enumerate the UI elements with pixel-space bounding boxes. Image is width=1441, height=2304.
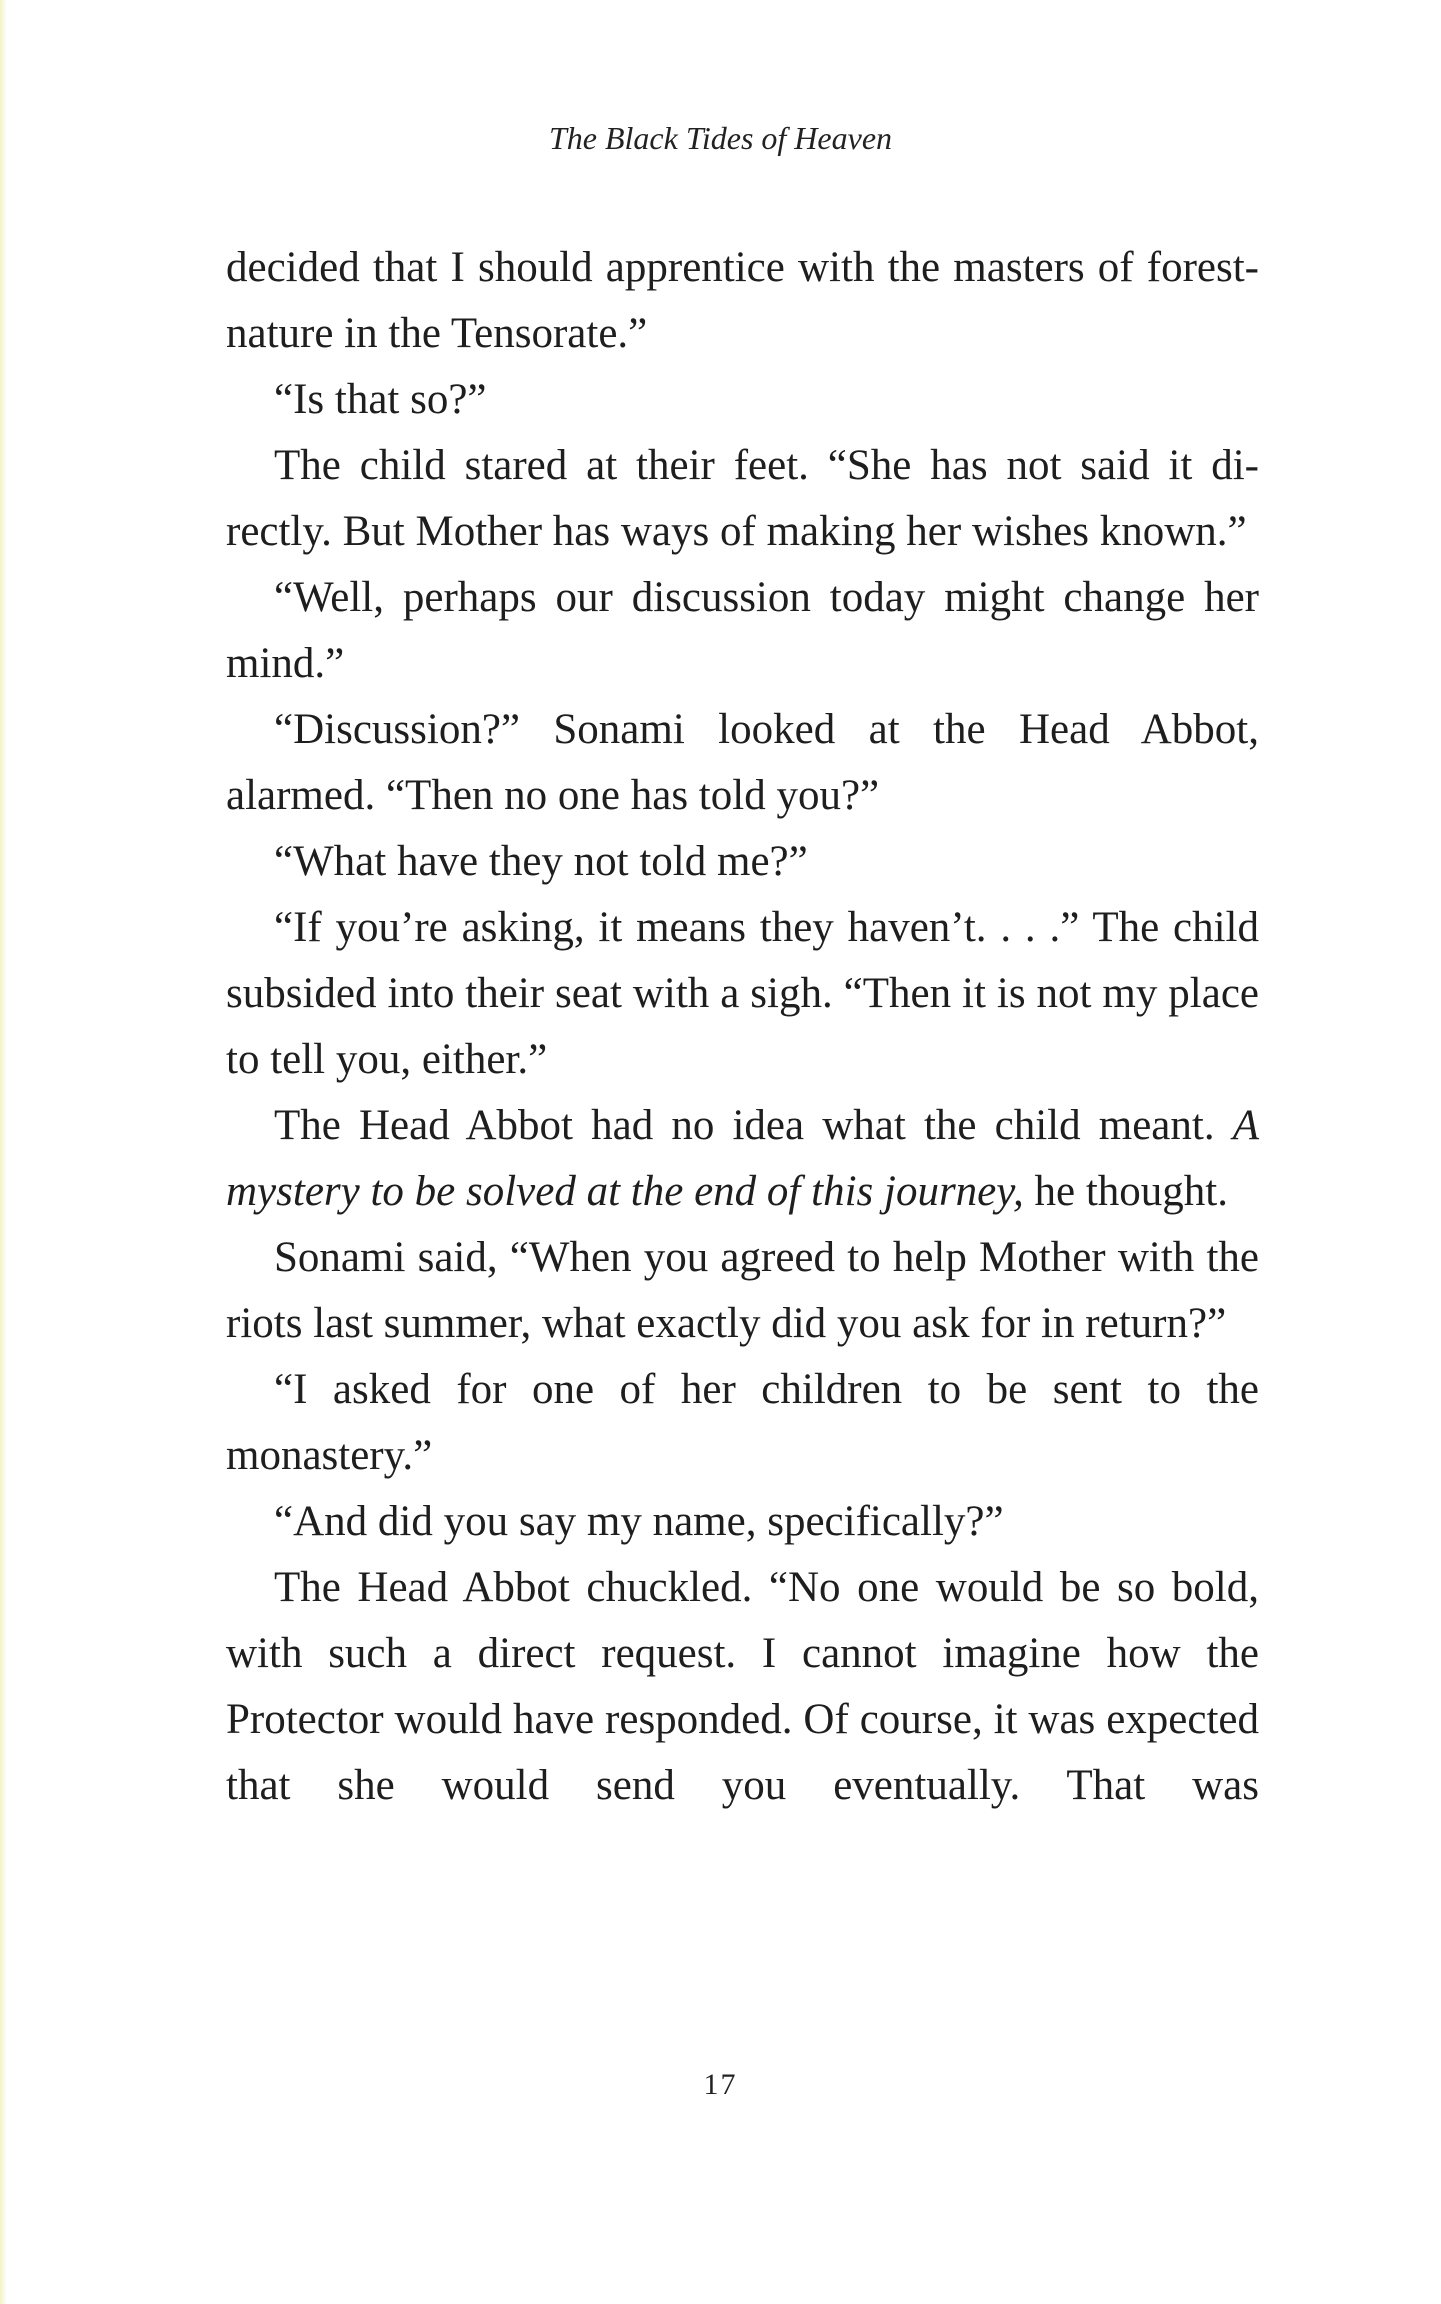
paragraph-9: Sonami said, “When you agreed to help Mother with the riots last summer, what exactly did you ask for in return?” bbox=[226, 1234, 1259, 1347]
paragraph-8-lead: The Head Abbot had no idea what the child meant. bbox=[274, 1102, 1233, 1149]
paragraph-8 bbox=[226, 1093, 1259, 1225]
paragraph-10: “I asked for one of her children to be sent to the monastery.” bbox=[226, 1366, 1259, 1479]
paragraph-12: The Head Abbot chuckled. “No one would be so bold, with such a direct request. I cannot imagine how the Protector would have responded. Of course, it was expected that she would send you eventually. That was bbox=[226, 1564, 1259, 1809]
running-head: The Black Tides of Heaven bbox=[548, 120, 893, 156]
paragraph-4: “Well, perhaps our discussion today might change her mind.” bbox=[226, 574, 1259, 687]
paragraph-3: The child stared at their feet. “She has not said it directly. But Mother has ways of making her wishes known.” bbox=[226, 442, 1259, 555]
paragraph-11: “And did you say my name, specifically?” bbox=[274, 1498, 1004, 1545]
italic-thought: A mystery to be solved at the end of this journey, bbox=[226, 1102, 1259, 1215]
paragraph-2: “Is that so?” bbox=[274, 376, 487, 423]
paragraph-1: decided that I should apprentice with the masters of forest-nature in the Tensorate.” bbox=[226, 244, 1259, 357]
paragraph-6: “What have they not told me?” bbox=[274, 838, 808, 885]
body-text bbox=[226, 235, 1259, 1819]
paragraph-5: “Discussion?” Sonami looked at the Head Abbot, alarmed. “Then no one has told you?” bbox=[226, 706, 1259, 819]
page-edge-tint bbox=[0, 0, 7, 2304]
page-number: 17 bbox=[703, 2068, 738, 2101]
paragraph-7: “If you’re asking, it means they haven’t. . . .” The child subsided into their seat with a sigh. “Then it is not my place to tell you, either.” bbox=[226, 904, 1259, 1083]
paragraph-8-tail: he thought. bbox=[1023, 1168, 1228, 1215]
